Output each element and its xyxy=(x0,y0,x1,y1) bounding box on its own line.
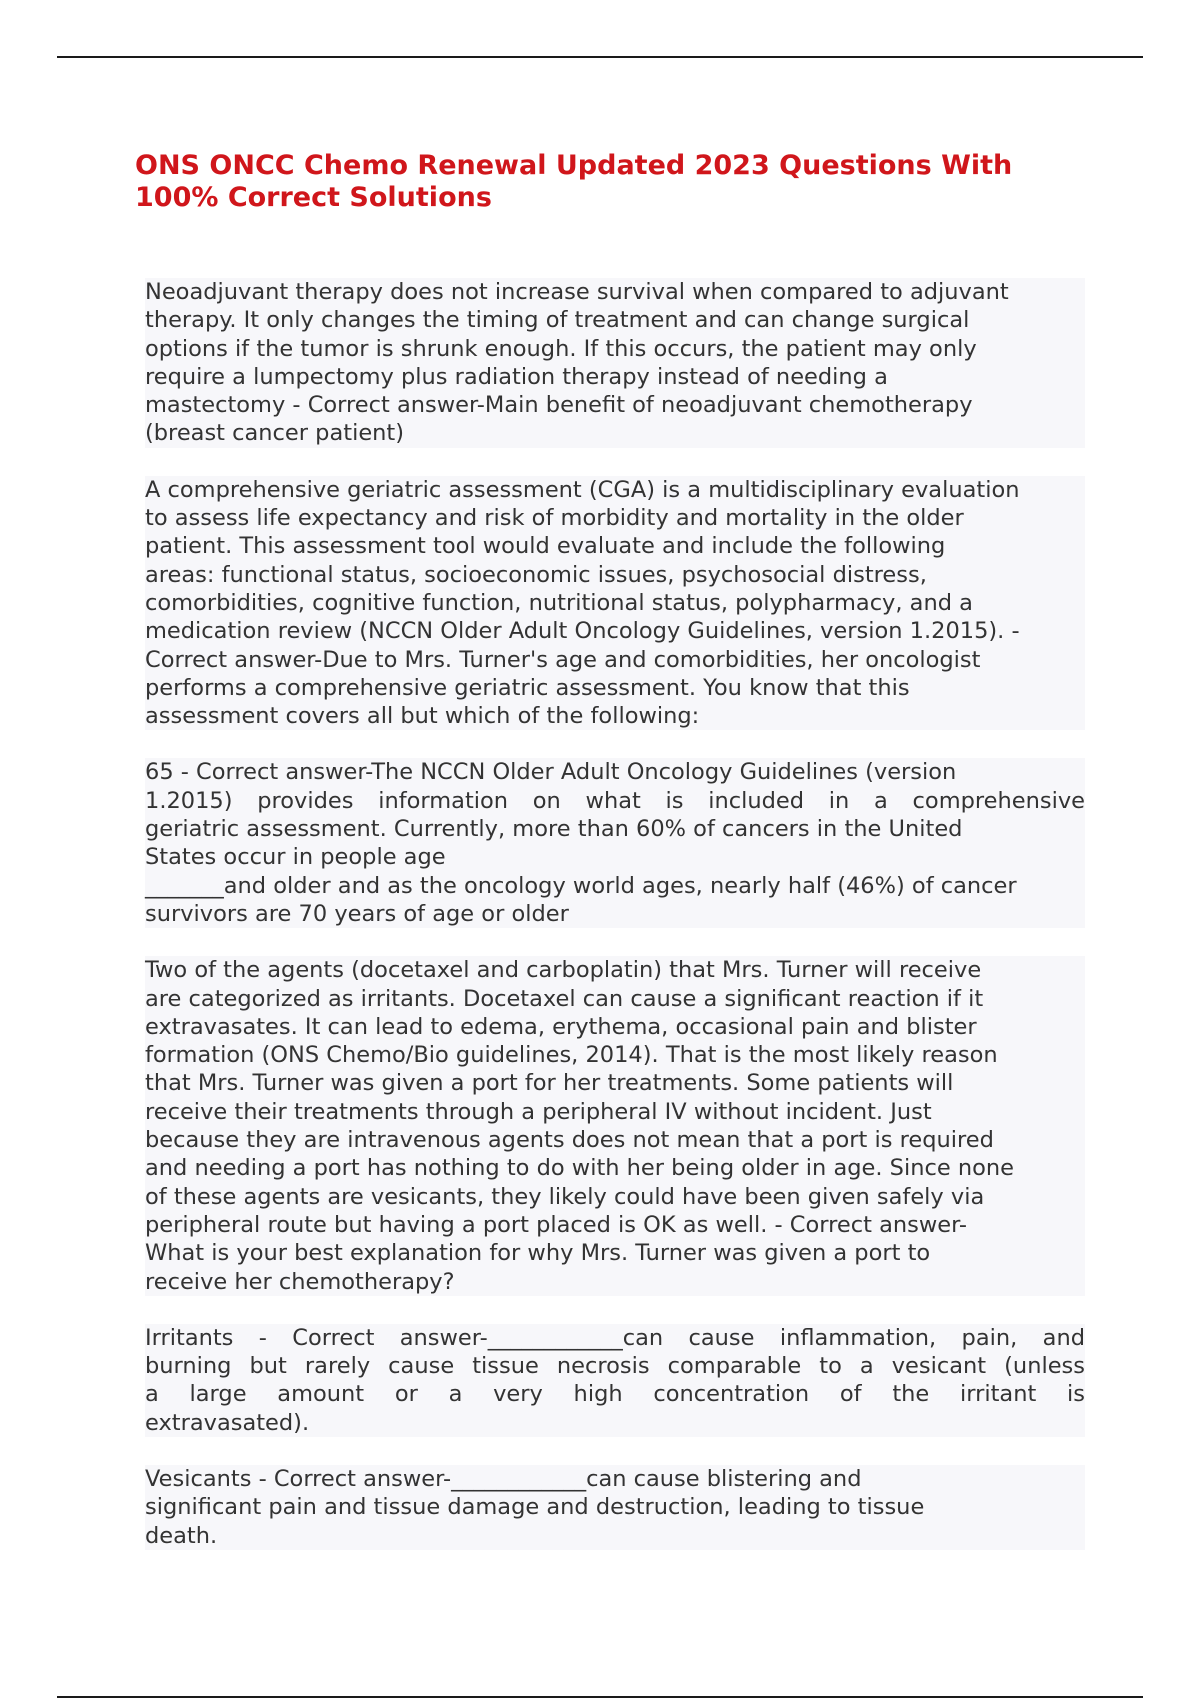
qa-block-neoadjuvant xyxy=(145,278,1085,448)
title-line-1: ONS ONCC Chemo Renewal Updated 2023 Questions With xyxy=(135,150,1013,181)
qa-block-age-65 xyxy=(145,758,1085,928)
qa-line: performs a comprehensive geriatric assessment. You know that this xyxy=(145,674,1085,702)
qa-line: assessment covers all but which of the following: xyxy=(145,702,1085,730)
qa-line: geriatric assessment. Currently, more than 60% of cancers in the United xyxy=(145,815,1085,843)
qa-line: and needing a port has nothing to do with her being older in age. Since none xyxy=(145,1154,1085,1182)
footer-rule xyxy=(57,1696,1143,1698)
qa-block-port xyxy=(145,956,1085,1296)
qa-line: receive their treatments through a peripheral IV without incident. Just xyxy=(145,1098,1085,1126)
qa-line: that Mrs. Turner was given a port for her treatments. Some patients will xyxy=(145,1069,1085,1097)
qa-line: a large amount or a very high concentration of the irritant is xyxy=(145,1381,1085,1408)
qa-line: What is your best explanation for why Mrs. Turner was given a port to xyxy=(145,1239,1085,1267)
qa-line: burning but rarely cause tissue necrosis comparable to a vesicant (unless xyxy=(145,1353,1085,1380)
qa-line: formation (ONS Chemo/Bio guidelines, 2014). That is the most likely reason xyxy=(145,1041,1085,1069)
qa-line: _______and older and as the oncology world ages, nearly half (46%) of cancer xyxy=(145,872,1085,900)
title-line-2: 100% Correct Solutions xyxy=(135,182,492,213)
qa-line: patient. This assessment tool would evaluate and include the following xyxy=(145,532,1085,560)
qa-line: comorbidities, cognitive function, nutritional status, polypharmacy, and a xyxy=(145,589,1085,617)
header-rule xyxy=(57,56,1143,58)
qa-line: Neoadjuvant therapy does not increase survival when compared to adjuvant xyxy=(145,278,1085,306)
qa-line: mastectomy - Correct answer-Main benefit of neoadjuvant chemotherapy xyxy=(145,391,1085,419)
qa-line: medication review (NCCN Older Adult Oncology Guidelines, version 1.2015). - xyxy=(145,617,1085,645)
qa-line: extravasates. It can lead to edema, erythema, occasional pain and blister xyxy=(145,1013,1085,1041)
qa-line: Two of the agents (docetaxel and carboplatin) that Mrs. Turner will receive xyxy=(145,956,1085,984)
qa-list xyxy=(145,278,1085,1578)
qa-line: 1.2015) provides information on what is included in a comprehensive xyxy=(145,787,1085,814)
qa-line: therapy. It only changes the timing of treatment and can change surgical xyxy=(145,306,1085,334)
qa-line: death. xyxy=(145,1522,1085,1550)
qa-line: receive her chemotherapy? xyxy=(145,1268,1085,1296)
qa-line: options if the tumor is shrunk enough. If this occurs, the patient may only xyxy=(145,335,1085,363)
qa-block-irritants xyxy=(145,1324,1085,1437)
qa-line: Correct answer-Due to Mrs. Turner's age and comorbidities, her oncologist xyxy=(145,646,1085,674)
qa-line: A comprehensive geriatric assessment (CGA) is a multidisciplinary evaluation xyxy=(145,476,1085,504)
qa-line: survivors are 70 years of age or older xyxy=(145,900,1085,928)
qa-line: (breast cancer patient) xyxy=(145,419,1085,447)
qa-block-geriatric-assessment xyxy=(145,476,1085,731)
qa-line: Vesicants - Correct answer-____________can cause blistering and xyxy=(145,1465,1085,1493)
qa-line: peripheral route but having a port placed is OK as well. - Correct answer- xyxy=(145,1211,1085,1239)
qa-line: States occur in people age xyxy=(145,843,1085,871)
qa-line: 65 - Correct answer-The NCCN Older Adult Oncology Guidelines (version xyxy=(145,758,1085,786)
qa-line: extravasated). xyxy=(145,1409,1085,1437)
qa-line: to assess life expectancy and risk of morbidity and mortality in the older xyxy=(145,504,1085,532)
qa-block-vesicants xyxy=(145,1465,1085,1550)
qa-line: of these agents are vesicants, they likely could have been given safely via xyxy=(145,1183,1085,1211)
document-title xyxy=(135,150,1095,214)
qa-line: because they are intravenous agents does not mean that a port is required xyxy=(145,1126,1085,1154)
qa-line: areas: functional status, socioeconomic issues, psychosocial distress, xyxy=(145,561,1085,589)
qa-line: are categorized as irritants. Docetaxel can cause a significant reaction if it xyxy=(145,985,1085,1013)
qa-line: Irritants - Correct answer-____________can cause inflammation, pain, and xyxy=(145,1324,1085,1351)
qa-line: significant pain and tissue damage and destruction, leading to tissue xyxy=(145,1493,1085,1521)
qa-line: require a lumpectomy plus radiation therapy instead of needing a xyxy=(145,363,1085,391)
